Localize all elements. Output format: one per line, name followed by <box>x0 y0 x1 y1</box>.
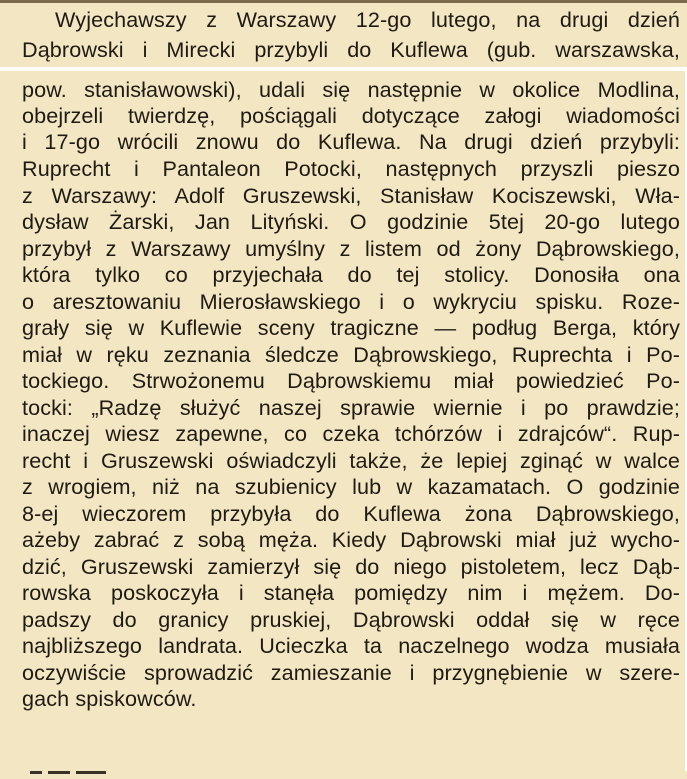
text-line: obejrzeli twierdzę, pościągali dotyczące załogi wiadomości <box>22 103 680 128</box>
text-line: najbliższego landrata. Ucieczka ta naczelnego wodza musiała <box>22 633 680 658</box>
text-line: dysław Żarski, Jan Lityński. O godzinie 5tej 20-go lutego <box>22 209 680 234</box>
text-line: Ruprecht i Pantaleon Potocki, następnych przyszli pieszo <box>22 156 680 181</box>
text-line: z wrogiem, niż na szubienicy lub w kazamatach. O godzinie <box>22 474 680 499</box>
text-line: inaczej wiesz zapewne, co czeka tchórzów i zdrajców“. Rup- <box>22 421 680 446</box>
cut-off-next-line <box>30 771 150 779</box>
text-line: i 17-go wrócili znowu do Kuflewa. Na drugi dzień przybyli: <box>22 129 680 154</box>
text-line: 8-ej wieczorem przybyła do Kuflewa żona Dąbrowskiego, <box>22 501 680 526</box>
scan-divider <box>0 67 687 71</box>
text-line: ażeby zabrać z sobą męża. Kiedy Dąbrowski miał już wycho- <box>22 527 680 552</box>
text-line: tocki: „Radzę służyć naszej sprawie wiernie i po prawdzie; <box>22 395 680 420</box>
text-line: która tylko co przyjechała do tej stolicy. Donosiła ona <box>22 262 680 287</box>
text-line: grały się w Kuflewie sceny tragiczne — podług Berga, który <box>22 315 680 340</box>
text-line: Wyjechawszy z Warszawy 12-go lutego, na drugi dzień <box>55 7 680 32</box>
text-line: dzić, Gruszewski zamierzył się do niego pistoletem, lecz Dąb- <box>22 554 680 579</box>
text-line: Dąbrowski i Mirecki przybyli do Kuflewa (gub. warszawska, <box>22 37 680 62</box>
text-line: przybył z Warszawy umyślny z listem od żony Dąbrowskiego, <box>22 236 680 261</box>
text-line: tockiego. Strwożonemu Dąbrowskiemu miał powiedzieć Po- <box>22 368 680 393</box>
text-line: o aresztowaniu Mierosławskiego i o wykryciu spisku. Roze- <box>22 289 680 314</box>
text-line: miał w ręku zeznania śledcze Dąbrowskiego, Ruprechta i Po- <box>22 342 680 367</box>
text-line: oczywiście sprowadzić zamieszanie i przygnębienie w szere- <box>22 660 680 685</box>
text-line: gach spiskowców. <box>22 686 197 711</box>
text-line: z Warszawy: Adolf Gruszewski, Stanisław Kociszewski, Wła- <box>22 183 680 208</box>
text-line: pow. stanisławowski), udali się następnie w okolice Modlina, <box>22 77 680 102</box>
text-line: rowska poskoczyła i stanęła pomiędzy nim i mężem. Do- <box>22 580 680 605</box>
text-line: recht i Gruszewski oświadczyli także, że lepiej zginąć w walce <box>22 448 680 473</box>
top-edge-rule <box>0 0 687 3</box>
text-line: padszy do granicy pruskiej, Dąbrowski oddał się w ręce <box>22 607 680 632</box>
